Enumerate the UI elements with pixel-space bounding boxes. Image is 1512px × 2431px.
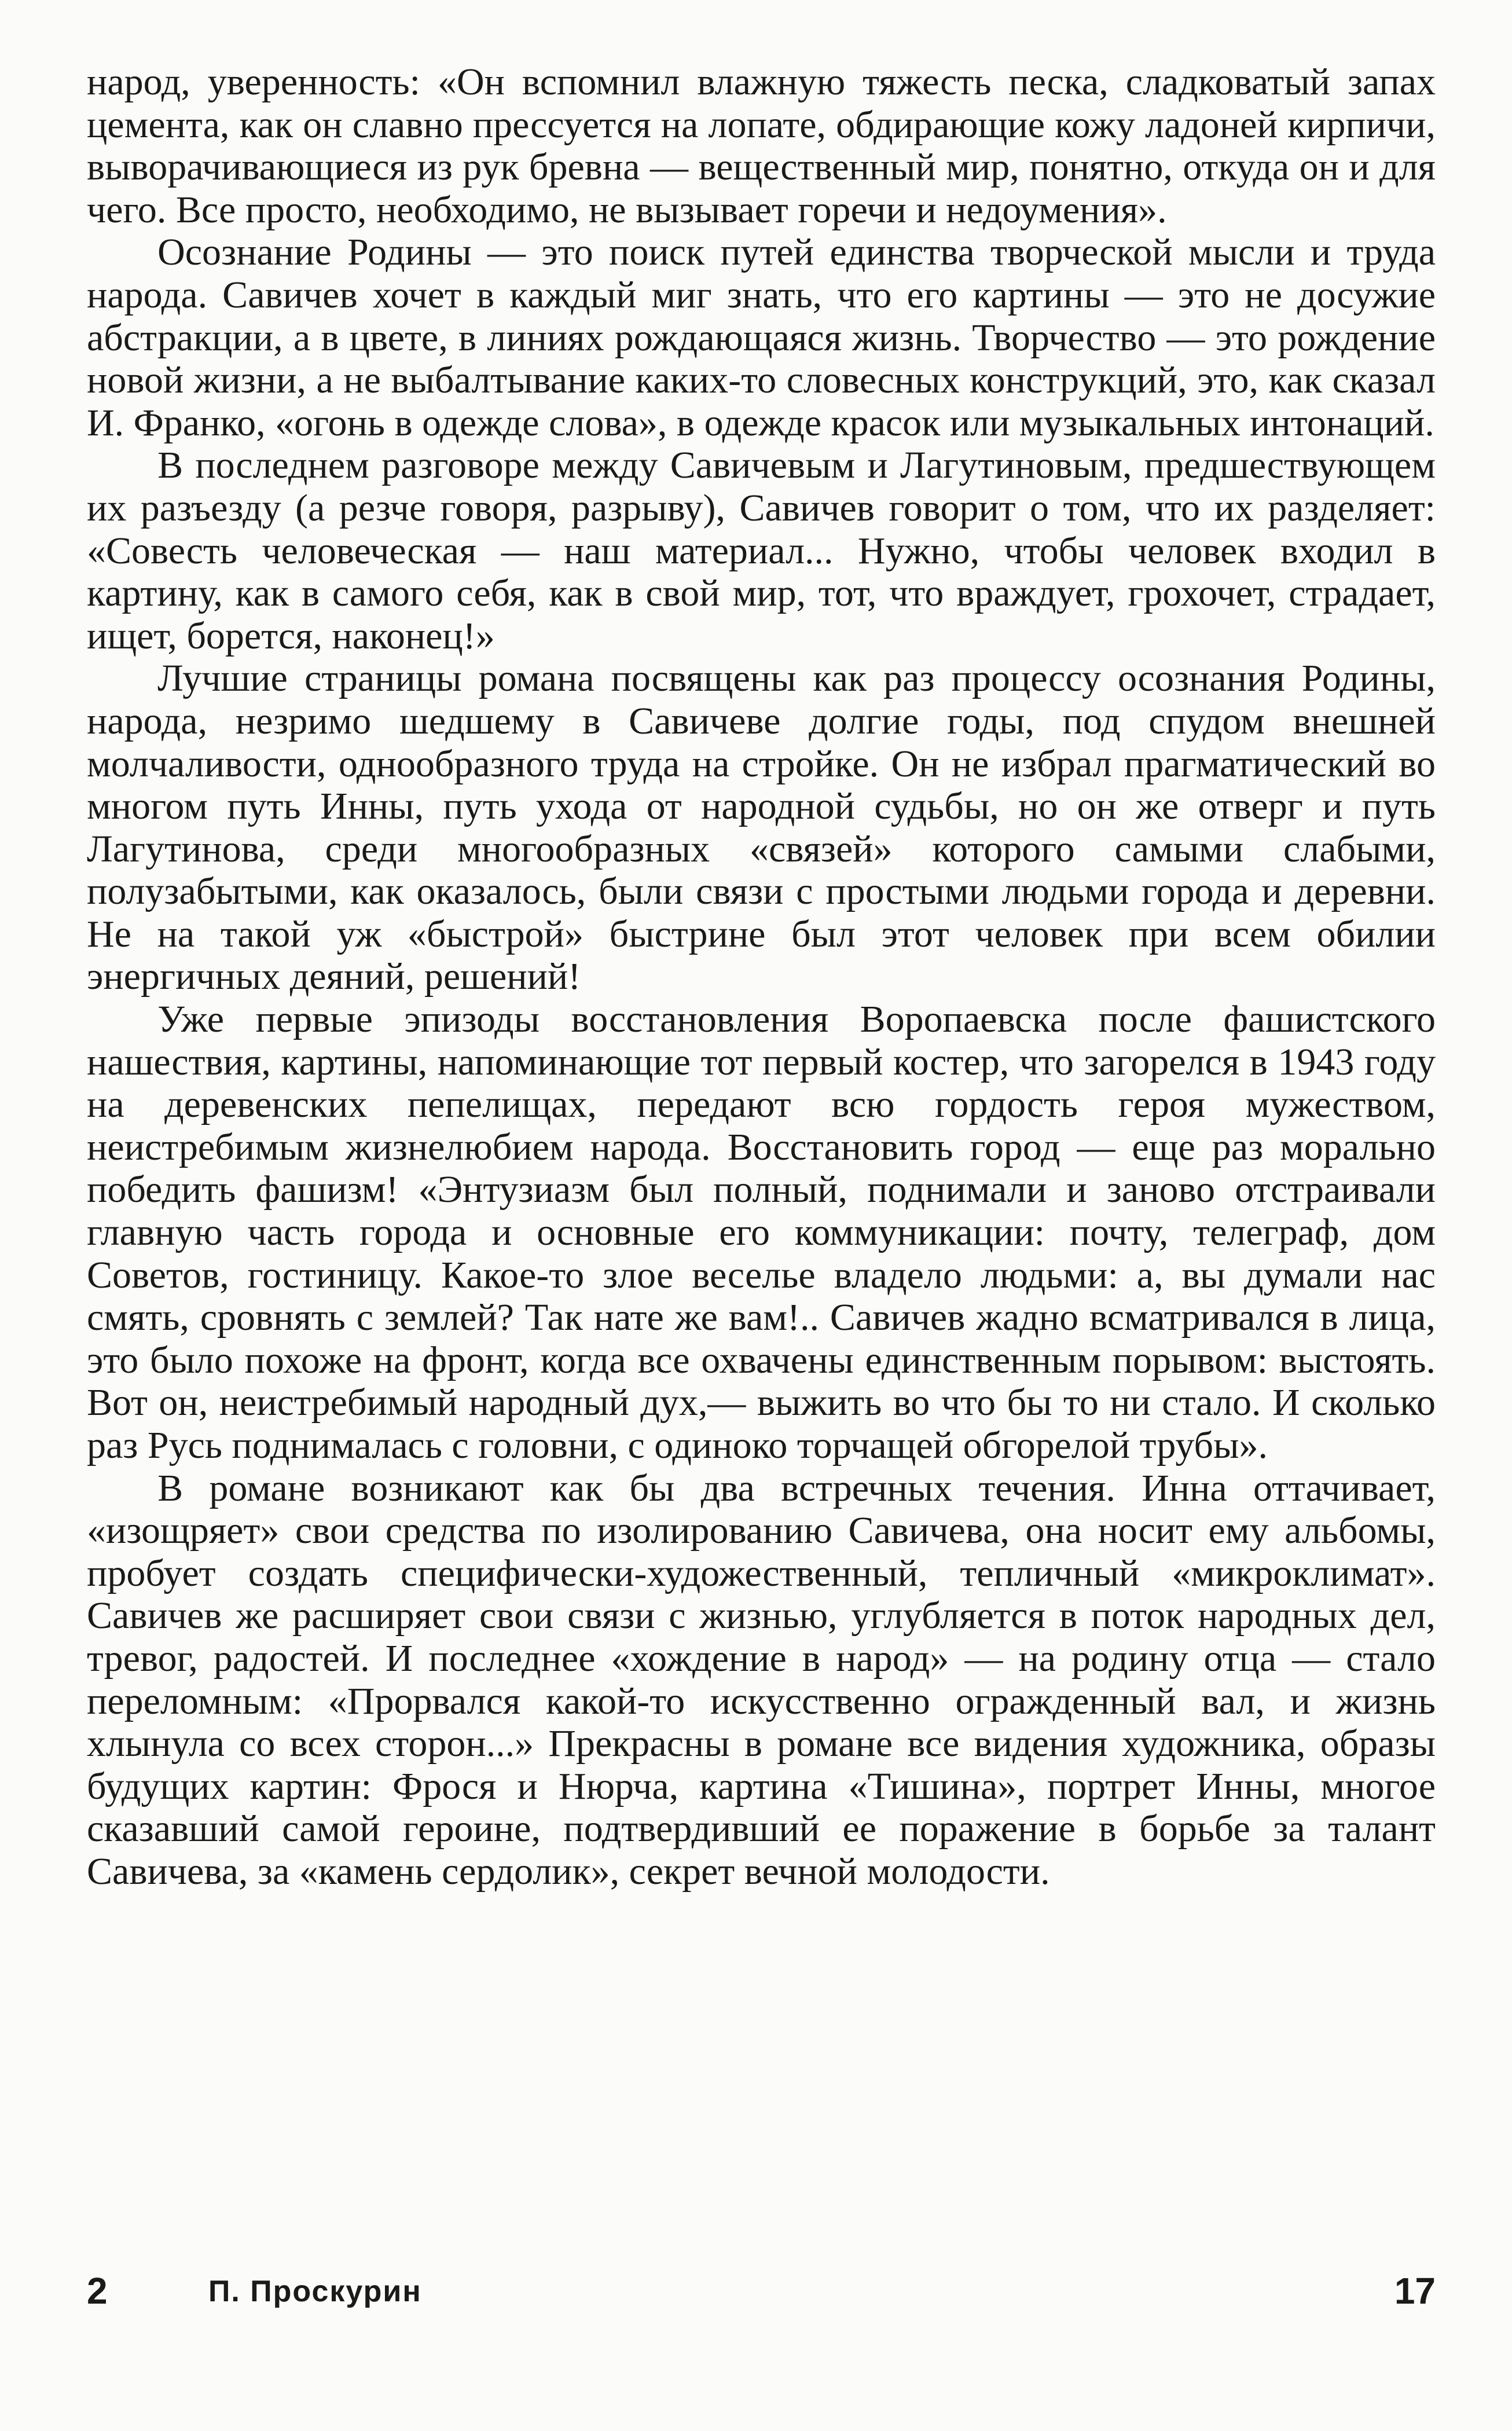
page-footer xyxy=(87,2269,1436,2322)
paragraph: Уже первые эпизоды восстановления Воропаевска после фашистского нашествия, картины, напоминающие тот первый костер, что загорелся в 1943 году на деревенских пепелищах, передают всю гордость героя мужеством, неистребимым жизнелюбием народа. Восстановить город — еще раз морально победить фашизм! «Энтузиазм был полный, поднимали и заново отстраивали главную часть города и основные его коммуникации: почту, телеграф, дом Советов, гостиницу. Какое-то злое веселье владело людьми: а, вы думали нас смять, сровнять с землей? Так нате же вам!.. Савичев жадно всматривался в лица, это было похоже на фронт, когда все охвачены единственным порывом: выстоять. Вот он, неистребимый народный дух,— выжить во что бы то ни стало. И сколько раз Русь поднималась с головни, с одиноко торчащей обгорелой трубы». xyxy=(87,998,1436,1466)
paragraph: Лучшие страницы романа посвящены как раз процессу осознания Родины, народа, незримо шедшему в Савичеве долгие годы, под спудом внешней молчаливости, однообразного труда на стройке. Он не избрал прагматический во многом путь Инны, путь ухода от народной судьбы, но он же отверг и путь Лагутинова, среди многообразных «связей» которого самыми слабыми, полузабытыми, как оказалось, были связи с простыми людьми города и деревни. Не на такой уж «быстрой» быстрине был этот человек при всем обилии энергичных деяний, решений! xyxy=(87,657,1436,998)
body-text xyxy=(87,61,1436,1893)
paragraph: В романе возникают как бы два встречных течения. Инна оттачивает, «изощряет» свои средства по изолированию Савичева, она носит ему альбомы, пробует создать специфически-художественный, тепличный «микроклимат». Савичев же расширяет свои связи с жизнью, углубляется в поток народных дел, тревог, радостей. И последнее «хождение в народ» — на родину отца — стало переломным: «Прорвался какой-то искусственно огражденный вал, и жизнь хлынула со всех сторон...» Прекрасны в романе все видения художника, образы будущих картин: Фрося и Нюрча, картина «Тишина», портрет Инны, многое сказавший самой героине, подтвердивший ее поражение в борьбе за талант Савичева, за «камень сердолик», секрет вечной молодости. xyxy=(87,1466,1436,1893)
page-number: 17 xyxy=(1394,2270,1436,2312)
signature-number: 2 xyxy=(87,2270,108,2312)
paragraph: В последнем разговоре между Савичевым и Лагутиновым, предшествующем их разъезду (а резче говоря, разрыву), Савичев говорит о том, что их разделяет: «Совесть человеческая — наш материал... Нужно, чтобы человек входил в картину, как в самого себя, как в свой мир, тот, что враждует, грохочет, страдает, ищет, борется, наконец!» xyxy=(87,444,1436,657)
signature-title: П. Проскурин xyxy=(208,2275,422,2308)
paragraph: Осознание Родины — это поиск путей единства творческой мысли и труда народа. Савичев хочет в каждый миг знать, что его картины — это не досужие абстракции, а в цвете, в линиях рождающаяся жизнь. Творчество — это рождение новой жизни, а не выбалтывание каких-то словесных конструкций, это, как сказал И. Франко, «огонь в одежде слова», в одежде красок или музыкальных интонаций. xyxy=(87,231,1436,444)
paragraph-continuation: народ, уверенность: «Он вспомнил влажную тяжесть песка, сладковатый запах цемента, как он славно прессуется на лопате, обдирающие кожу ладоней кирпичи, выворачивающиеся из рук бревна — вещественный мир, понятно, откуда он и для чего. Все просто, необходимо, не вызывает горечи и недоумения». xyxy=(87,61,1436,231)
